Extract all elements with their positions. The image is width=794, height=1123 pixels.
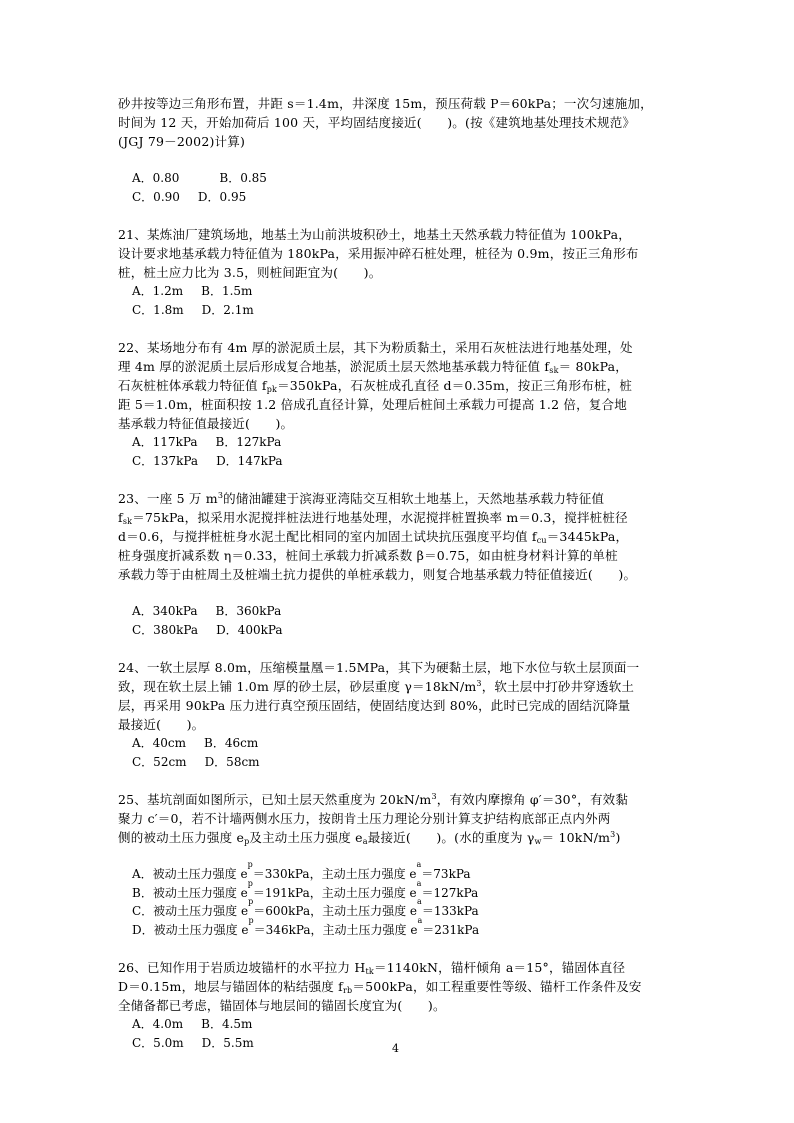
option-text: ＝330kPa，主动土压力强度 e [252,867,417,881]
option-a [132,860,698,884]
question-stem-line: 24、一软土层厚 8.0m，压缩模量凰＝1.5MPa，其下为硬黏土层，地下水位与软土层顶面一 [118,660,640,675]
option-text: D．被动土压力强度 e [132,922,249,937]
subscript: cu [536,536,547,545]
question-stem-line: (JGJ 79－2002)计算) [118,134,246,149]
question-stem-line: 最接近( )。 [118,717,205,732]
option-a: A．0.80 [132,171,180,185]
option-b: B．0.85 [219,171,267,185]
subscript: sk [549,366,559,375]
answer-options [118,602,698,639]
stem-text: 最接近( )。(水的重度为 γ [367,830,535,845]
option-b: B．46cm [204,736,259,750]
subscript: a [416,860,422,869]
subscript: p [247,878,253,888]
option-text: ＝73kPa [421,867,471,881]
question-stem-line [118,527,698,546]
question-stem-line: 砂井按等边三角形布置，井距 s＝1.4m，井深度 15m，预压荷载 P＝60kPa；一次匀速施加， [118,96,653,111]
answer-options [118,433,698,470]
stem-text: 石灰桩桩体承载力特征值 f [118,378,267,393]
subscript: pk [266,385,278,394]
option-text: ＝127kPa [421,885,479,900]
question-stem-line: 时间为 12 天，开始加荷后 100 天，平均固结度接近( )。(按《建筑地基处理技术规范》 [118,115,636,130]
question-stem-line [118,790,698,809]
stem-text: 理 4m 厚的淤泥质土层后形成复合地基，淤泥质土层天然地基承载力特征值 f [118,359,550,374]
subscript: a [417,897,422,906]
stem-text: ＝75kPa，拟采用水泥搅拌桩法进行地基处理，水泥搅拌桩置换率 m＝0.3，搅拌桩桩径 [132,510,628,525]
option-text: ＝133kPa [421,904,479,918]
option-d: D．5.5m [201,1035,254,1050]
superscript: 3 [217,491,224,500]
subscript: p [244,837,250,846]
question-20-continuation [118,94,698,206]
option-b [132,878,698,903]
option-text: ＝600kPa，主动土压力强度 e [253,904,418,918]
option-c: C．0.90 [132,189,180,204]
option-text: B．被动土压力强度 e [132,885,248,900]
question-stem-line [118,376,698,395]
option-a: A．1.2m [132,284,184,298]
option-d: D．2.1m [201,302,254,317]
answer-options [118,169,698,206]
subscript: a [362,837,368,846]
stem-text: ) [615,830,621,845]
option-d: D．0.95 [197,189,247,204]
subscript: sk [122,517,133,526]
stem-text: 及主动土压力强度 e [249,830,363,845]
option-text: ＝346kPa，主动土压力强度 e [253,922,418,937]
stem-text: d＝0.6，与搅拌桩桩身水泥土配比相同的室内加固土试块抗压强度平均值 f [118,529,537,544]
question-stem-line [118,958,698,977]
option-a: A．4.0m [132,1017,184,1031]
option-b: B．127kPa [215,435,282,449]
question-25 [118,790,698,939]
option-a: A．340kPa [132,604,198,618]
question-stem-line: 距 5＝1.0m，桩面积按 1.2 倍成孔直径计算，处理后桩间土承载力可提高 1.2 倍，复合地 [118,397,627,412]
stem-text: f [118,510,123,525]
question-stem-line: 基承载力特征值最接近( )。 [118,416,294,431]
question-23 [118,489,698,639]
subscript: a [417,915,423,925]
question-stem-line: 设计要求地基承载力特征值为 180kPa，采用振冲碎石桩处理，桩径为 0.9m，按正三角形布 [118,246,639,261]
subscript: p [248,915,254,925]
question-stem-line: 全储备都已考虑，锚固体与地层间的锚固长度宜为( )。 [118,998,446,1013]
option-a: A．117kPa [132,435,198,449]
option-c [132,897,698,921]
question-24 [118,658,698,771]
subscript: tk [365,967,374,976]
document-page [118,94,698,1052]
option-text: C．被动土压力强度 e [132,904,249,918]
answer-options [118,860,698,939]
question-21 [118,225,698,319]
stem-text: 侧的被动土压力强度 e [118,830,245,845]
stem-text: ＝500kPa，如工程重要性等级、锚杆工作条件及安 [352,979,642,994]
option-b: B．1.5m [201,284,253,298]
option-c: C．5.0m [132,1035,184,1050]
question-stem-line: 桩，桩土应力比为 3.5，则桩间距宜为( )。 [118,265,382,280]
stem-text: 26、已知作用于岩质边坡锚杆的水平拉力 H [118,960,366,975]
option-d: D．147kPa [216,453,283,468]
stem-text: 致，现在软土层上铺 1.0m 厚的砂土层，砂层重度 γ＝18kN/m [118,679,477,694]
subscript: a [416,878,422,888]
question-stem-line: 桩身强度折减系数 η＝0.33，桩间土承载力折减系数 β＝0.75，如由桩身材料计算的单桩 [118,548,618,563]
option-d [132,915,698,940]
option-text: ＝191kPa，主动土压力强度 e [252,885,417,900]
superscript: 3 [431,792,437,801]
question-stem-line [118,357,698,376]
option-d: D．400kPa [216,622,283,637]
answer-options [118,1015,698,1052]
stem-text: ，有效内摩擦角 φ′＝30°，有效黏 [436,792,629,807]
question-stem-line [118,828,698,847]
option-c: C．380kPa [132,622,199,637]
option-a: A．40cm [132,736,187,750]
question-stem-line: 聚力 c′＝0，若不计墙两侧水压力，按朗肯土压力理论分别计算支护结构底部正点内外两 [118,811,611,826]
option-text: A．被动土压力强度 e [132,867,248,881]
answer-options [118,282,698,319]
question-stem-line [118,977,698,996]
stem-text: 23、一座 5 万 m [118,491,218,506]
question-22 [118,338,698,470]
question-stem-line [118,508,698,527]
question-26 [118,958,698,1052]
subscript: rb [343,986,353,995]
option-c: C．1.8m [132,302,184,317]
stem-text: ＝3445kPa， [546,529,629,544]
question-stem-line: 层，再采用 90kPa 压力进行真空预压固结，使固结度达到 80%，此时已完成的固结沉降量 [118,698,631,713]
superscript: 3 [476,679,482,688]
stem-text: ＝ 80kPa， [558,359,628,374]
option-d: D．58cm [204,754,260,769]
stem-text: ，软土层中打砂井穿透软土 [481,679,635,694]
answer-options [118,734,698,771]
subscript: w [534,837,542,846]
question-stem-line [118,677,698,696]
question-stem-line [118,489,698,508]
question-stem-line: 承载力等于由桩周土及桩端土抗力提供的单桩承载力，则复合地基承载力特征值接近( )。 [118,567,637,582]
stem-text: D＝0.15m，地层与锚固体的粘结强度 f [118,979,344,994]
subscript: p [247,860,253,869]
superscript: 3 [610,830,616,839]
stem-text: ＝1140kN，锚杆倾角 a＝15°，锚固体直径 [373,960,626,975]
option-c: C．52cm [132,754,187,769]
page-number: 4 [392,1042,399,1055]
stem-text: ＝ 10kN/m [541,830,611,845]
question-stem-line: 22、某场地分布有 4m 厚的淤泥质土层，其下为粉质黏土，采用石灰桩法进行地基处理，处 [118,340,633,355]
stem-text: 的储油罐建于滨海亚湾陆交互相软土地基上，天然地基承载力特征值 [223,491,605,506]
stem-text: ＝350kPa，石灰桩成孔直径 d＝0.35m，按正三角形布桩，桩 [277,378,633,393]
question-stem-line: 21、某炼油厂建筑场地，地基土为山前洪坡积砂土，地基土天然承载力特征值为 100kPa， [118,227,631,242]
subscript: p [248,897,254,906]
option-b: B．4.5m [201,1017,253,1031]
option-text: ＝231kPa [422,922,480,937]
option-b: B．360kPa [215,604,282,618]
option-c: C．137kPa [132,453,199,468]
stem-text: 25、基坑剖面如图所示，已知土层天然重度为 20kN/m [118,792,432,807]
